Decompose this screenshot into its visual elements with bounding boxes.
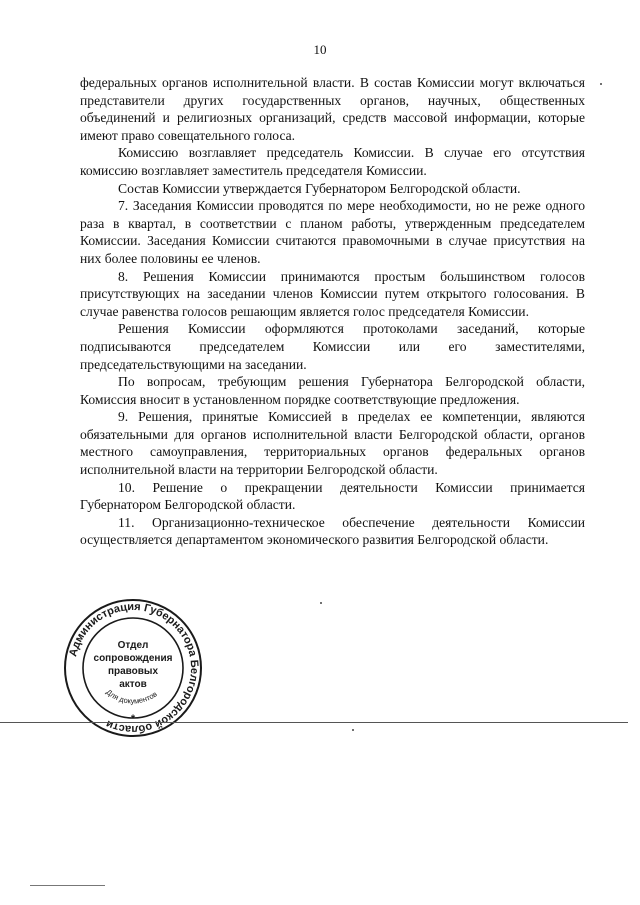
stamp-center-line: Отдел xyxy=(117,640,149,651)
scan-speck xyxy=(320,602,322,604)
stamp-center-line: сопровождения xyxy=(93,653,173,664)
paragraph: Решения Комиссии оформляются протоколами заседаний, которые подписываются председателем Комиссии или его заместителями, председательствующими на заседании. xyxy=(80,321,585,372)
page-number: 10 xyxy=(313,42,327,57)
paragraph: 9. Решения, принятые Комиссией в пределах ее компетенции, являются обязательными для органов исполнительной власти Белгородской области, органов местного самоуправления, территориальных органов федеральных органов исполнительной власти на территории Белгородской области. xyxy=(80,409,585,478)
paragraph: 11. Организационно-техническое обеспечение деятельности Комиссии осуществляется департаментом экономического развития Белгородской области. xyxy=(80,514,585,548)
stamp-star: * xyxy=(130,713,136,725)
scan-speck xyxy=(600,83,602,85)
horizontal-rule xyxy=(0,722,628,723)
paragraph: 10. Решение о прекращении деятельности Комиссии принимается Губернатором Белгородской области. xyxy=(80,479,585,513)
paragraph: федеральных органов исполнительной власти. В состав Комиссии могут включаться представители других государственных органов, научных, общественных объединений и религиозных организаций, средств массовой информации, которые имеют право совещательного голоса. xyxy=(80,75,585,143)
paragraph: Состав Комиссии утверждается Губернатором Белгородской области. xyxy=(118,180,521,196)
stamp-center-line: актов xyxy=(119,679,147,690)
stamp-outer-text: Администрация Губернатора Белгородской области xyxy=(67,600,201,736)
office-stamp xyxy=(63,598,203,738)
stamp-seal-icon xyxy=(63,598,203,738)
document-body xyxy=(80,74,585,549)
stamp-center-line: правовых xyxy=(107,666,159,677)
svg-text:Для документов xyxy=(104,687,158,705)
paragraph: Комиссию возглавляет председатель Комиссии. В случае его отсутствия комиссию возглавляет заместитель председателя Комиссии. xyxy=(80,145,585,178)
stamp-inner-arc-text: Для документов xyxy=(104,687,159,706)
paragraph: 7. Заседания Комиссии проводятся по мере необходимости, но не реже одного раза в квартал, в соответствии с планом работы, утвержденным председателем Комиссии. Заседания Комиссии считаются правомочными в случае присутствия на них более половины ее членов. xyxy=(80,198,585,266)
footer-rule xyxy=(30,885,105,886)
paragraph: 8. Решения Комиссии принимаются простым большинством голосов присутствующих на заседании членов Комиссии путем открытого голосования. В случае равенства голосов решающим является голос председателя Комиссии. xyxy=(80,268,585,319)
paragraph: По вопросам, требующим решения Губернатора Белгородской области, Комиссия вносит в установленном порядке соответствующие предложения. xyxy=(80,374,585,407)
scan-speck xyxy=(352,729,354,731)
